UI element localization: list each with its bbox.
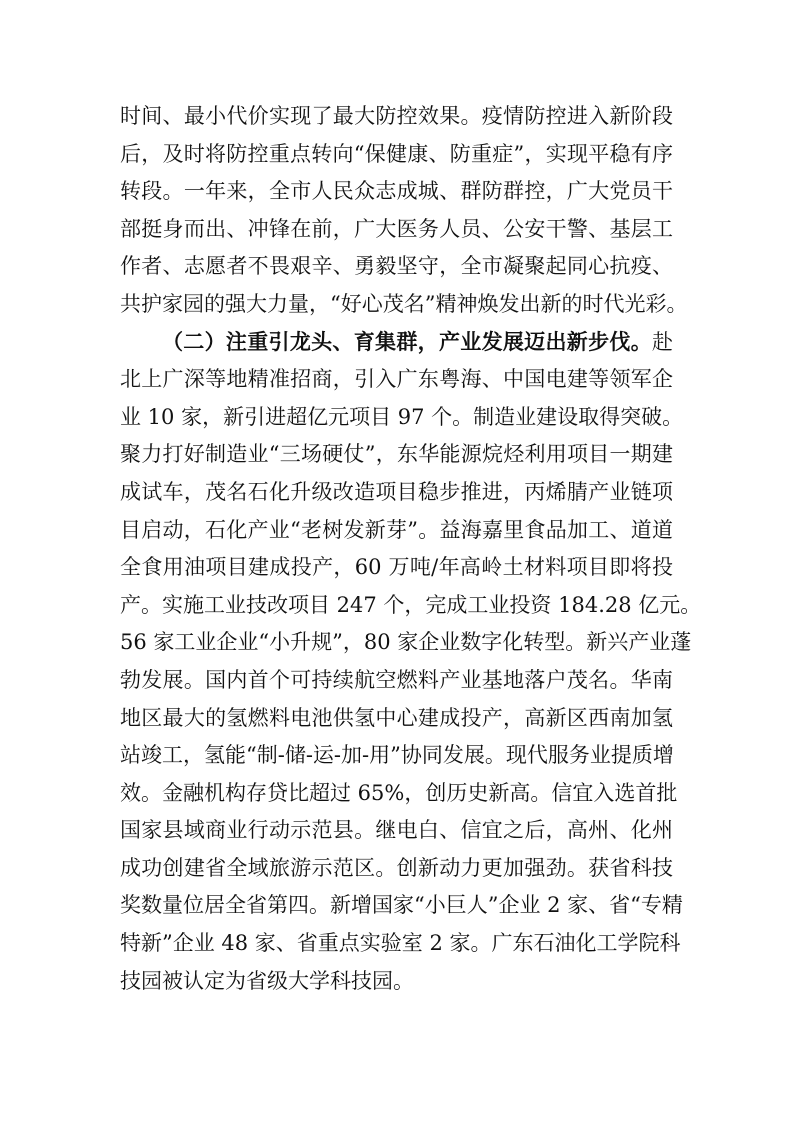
paragraph-industry-development: [120, 324, 702, 1001]
text-line: 成功创建省全域旅游示范区。创新动力更加强劲。获省科技: [120, 855, 673, 880]
text-fragment: 赴: [652, 329, 673, 354]
text-line: 效。金融机构存贷比超过 65%，创历史新高。信宜入选首批: [120, 780, 678, 805]
section-heading: （二）注重引龙头、育集群，产业发展迈出新步伐。: [162, 329, 652, 354]
text-line: 产。实施工业技改项目 247 个，完成工业投资 184.28 亿元。: [120, 592, 702, 617]
text-line: 聚力打好制造业“三场硬仗”，东华能源烷烃利用项目一期建: [120, 442, 673, 467]
text-line: 技园被认定为省级大学科技园。: [120, 968, 414, 993]
text-line: 作者、志愿者不畏艰辛、勇毅坚守，全市凝聚起同心抗疫、: [120, 254, 673, 279]
document-body: [120, 98, 702, 1000]
text-line: 成试车，茂名石化升级改造项目稳步推进，丙烯腈产业链项: [120, 479, 673, 504]
text-line: 奖数量位居全省第四。新增国家“小巨人”企业 2 家、省“专精: [120, 893, 683, 918]
text-line: 站竣工，氢能“制-储-运-加-用”协同发展。现代服务业提质增: [120, 743, 674, 768]
text-line: 全食用油项目建成投产，60 万吨/年高岭土材料项目即将投: [120, 555, 673, 580]
text-line: 特新”企业 48 家、省重点实验室 2 家。广东石油化工学院科: [120, 931, 681, 956]
paragraph-first-line: [120, 324, 673, 362]
text-line: 国家县域商业行动示范县。继电白、信宜之后，高州、化州: [120, 818, 673, 843]
text-line: 业 10 家，新引进超亿元项目 97 个。制造业建设取得突破。: [120, 404, 684, 429]
text-line: 部挺身而出、冲锋在前，广大医务人员、公安干警、基层工: [120, 216, 673, 241]
text-line: 后，及时将防控重点转向“保健康、防重症”，实现平稳有序: [120, 141, 673, 166]
text-line: 转段。一年来，全市人民众志成城、群防群控，广大党员干: [120, 179, 673, 204]
text-line: 56 家工业企业“小升规”，80 家企业数字化转型。新兴产业蓬: [120, 630, 692, 655]
paragraph-pandemic-control: [120, 98, 688, 324]
text-line: 目启动，石化产业“老树发新芽”。益海嘉里食品加工、道道: [120, 517, 673, 542]
text-line: 时间、最小代价实现了最大防控效果。疫情防控进入新阶段: [120, 104, 673, 128]
text-line: 勃发展。国内首个可持续航空燃料产业基地落户茂名。华南: [120, 667, 673, 692]
text-line: 地区最大的氢燃料电池供氢中心建成投产，高新区西南加氢: [120, 705, 673, 730]
text-line: 北上广深等地精准招商，引入广东粤海、中国电建等领军企: [120, 367, 673, 392]
text-line: 共护家园的强大力量，“好心茂名”精神焕发出新的时代光彩。: [120, 291, 688, 316]
